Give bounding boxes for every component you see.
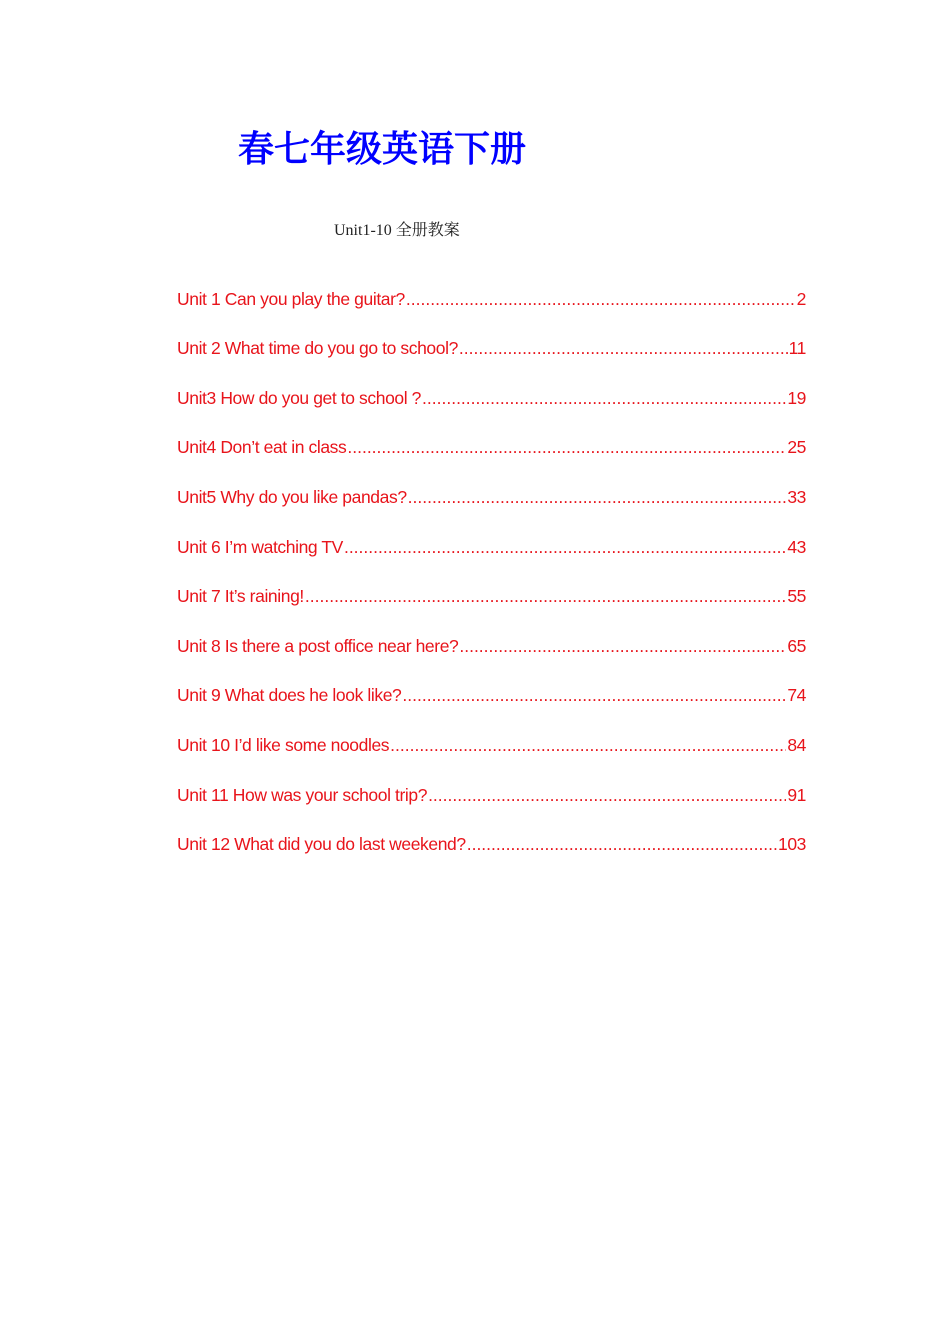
toc-entry-page-number: 55 bbox=[787, 586, 806, 607]
dot-leader bbox=[408, 483, 787, 511]
toc-entry-page-number: 84 bbox=[787, 734, 806, 755]
toc-entry-unit-9[interactable] bbox=[177, 660, 806, 710]
dot-leader bbox=[467, 830, 777, 858]
dot-leader bbox=[305, 582, 786, 610]
dot-leader bbox=[402, 681, 786, 709]
dot-leader bbox=[344, 533, 786, 561]
toc-entry-unit-6[interactable] bbox=[177, 511, 806, 561]
toc-entry-page-number: 19 bbox=[787, 387, 806, 408]
dot-leader bbox=[390, 731, 786, 759]
toc-entry-label: Unit5 Why do you like pandas? bbox=[177, 486, 407, 507]
toc-entry-label: Unit 8 Is there a post office near here? bbox=[177, 635, 459, 656]
toc-entry-unit-7[interactable] bbox=[177, 561, 806, 611]
toc-entry-label: Unit 2 What time do you go to school? bbox=[177, 338, 458, 359]
toc-entry-label: Unit 1 Can you play the guitar? bbox=[177, 288, 405, 309]
toc-entry-page-number: 65 bbox=[787, 635, 806, 656]
toc-entry-unit-4[interactable] bbox=[177, 412, 806, 462]
toc-entry-label: Unit4 Don’t eat in class bbox=[177, 437, 347, 458]
toc-entry-unit-2[interactable] bbox=[177, 313, 806, 363]
toc-entry-unit-8[interactable] bbox=[177, 610, 806, 660]
toc-entry-unit-11[interactable] bbox=[177, 759, 806, 809]
dot-leader bbox=[406, 285, 796, 313]
dot-leader bbox=[459, 334, 788, 362]
toc-entry-unit-10[interactable] bbox=[177, 709, 806, 759]
dot-leader bbox=[459, 632, 786, 660]
dot-leader bbox=[422, 384, 786, 412]
toc-entry-label: Unit 12 What did you do last weekend? bbox=[177, 834, 466, 855]
document-title: 春七年级英语下册 bbox=[238, 129, 527, 170]
toc-entry-page-number: 91 bbox=[787, 784, 806, 805]
toc-entry-page-number: 25 bbox=[787, 437, 806, 458]
toc-entry-page-number: 74 bbox=[787, 685, 806, 706]
table-of-contents bbox=[177, 263, 806, 858]
toc-entry-unit-3[interactable] bbox=[177, 362, 806, 412]
toc-entry-label: Unit 7 It’s raining! bbox=[177, 586, 304, 607]
toc-entry-label: Unit 11 How was your school trip? bbox=[177, 784, 428, 805]
toc-entry-page-number: 33 bbox=[787, 486, 806, 507]
toc-entry-page-number: 43 bbox=[787, 536, 806, 557]
toc-entry-page-number: 11 bbox=[788, 338, 806, 359]
dot-leader bbox=[428, 781, 786, 809]
toc-entry-unit-12[interactable] bbox=[177, 809, 806, 859]
toc-entry-label: Unit 6 I’m watching TV bbox=[177, 536, 343, 557]
toc-entry-page-number: 103 bbox=[778, 834, 806, 855]
toc-entry-unit-1[interactable] bbox=[177, 263, 806, 313]
toc-entry-label: Unit 9 What does he look like? bbox=[177, 685, 402, 706]
toc-entry-page-number: 2 bbox=[796, 288, 806, 309]
toc-entry-label: Unit 10 I’d like some noodles bbox=[177, 734, 390, 755]
document-subtitle: Unit1-10 全册教案 bbox=[334, 222, 460, 239]
toc-entry-label: Unit3 How do you get to school ? bbox=[177, 387, 422, 408]
toc-entry-unit-5[interactable] bbox=[177, 461, 806, 511]
dot-leader bbox=[347, 433, 786, 461]
